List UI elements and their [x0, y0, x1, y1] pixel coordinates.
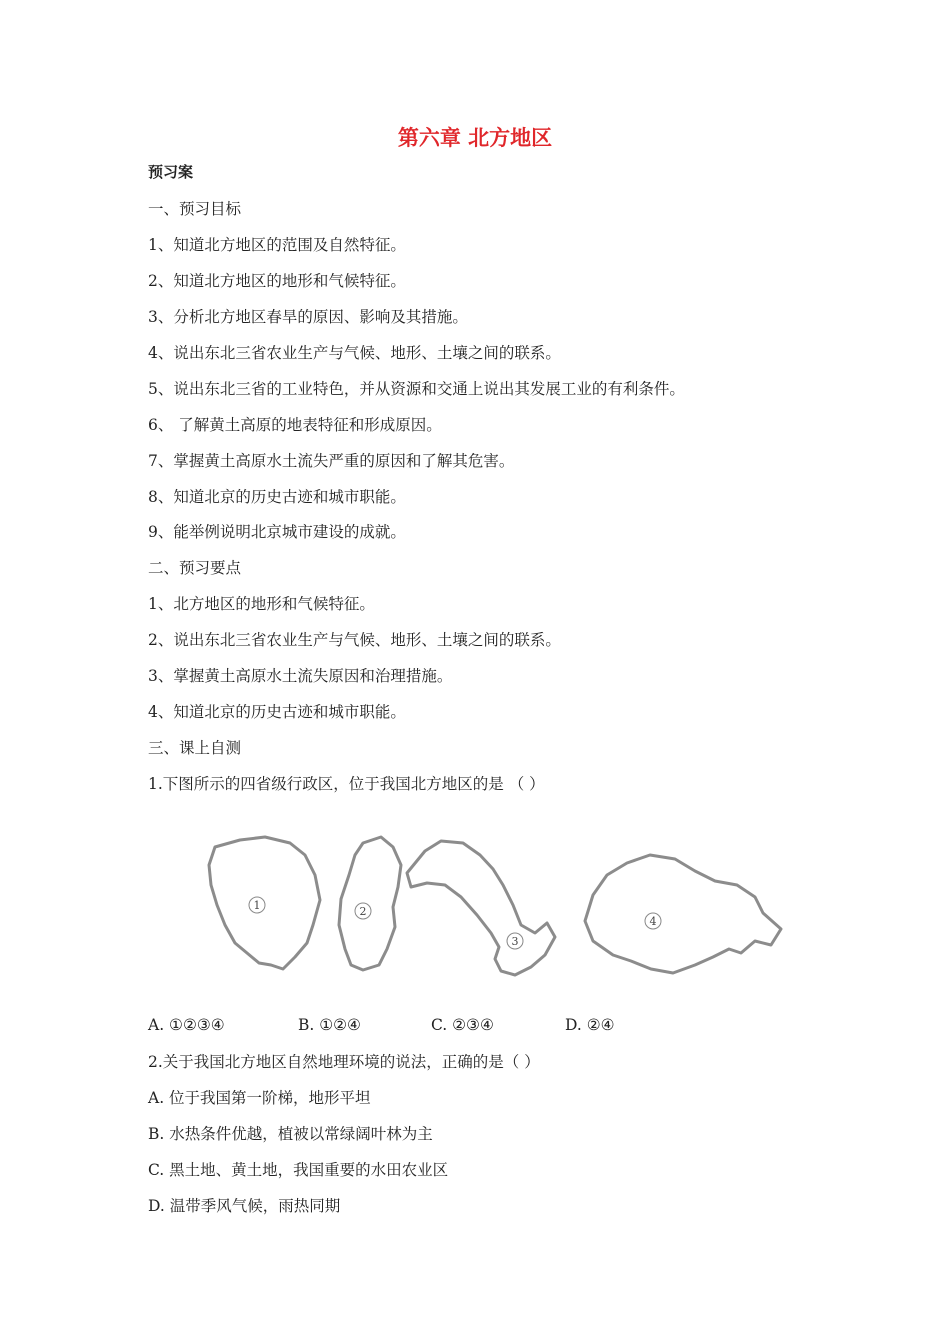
goals-heading: 一、预习目标: [148, 200, 242, 218]
map-label-1: 1: [253, 899, 261, 912]
map-label-3: 3: [511, 935, 519, 948]
question-1-option-b[interactable]: B. ①②④: [298, 1016, 361, 1034]
page-title: 第六章 北方地区: [397, 126, 553, 150]
question-2-option-a[interactable]: A. 位于我国第一阶梯，地形平坦: [148, 1089, 371, 1107]
goal-item: 3、分析北方地区春旱的原因、影响及其措施。: [148, 308, 468, 326]
province-outline-3: [407, 841, 555, 975]
goal-item: 9、能举例说明北京城市建设的成就。: [148, 523, 406, 541]
section-label: 预习案: [148, 163, 194, 181]
goal-item: 2、知道北方地区的地形和气候特征。: [148, 272, 406, 290]
map-label-2: 2: [359, 905, 367, 918]
province-outline-svg: [195, 825, 795, 1000]
test-heading: 三、课上自测: [148, 739, 242, 757]
question-2-option-c[interactable]: C. 黑土地、黄土地，我国重要的水田农业区: [148, 1161, 449, 1179]
question-1-option-d[interactable]: D. ②④: [565, 1016, 615, 1034]
question-1-options: [148, 1016, 848, 1036]
question-2-stem: 2.关于我国北方地区自然地理环境的说法，正确的是（ ）: [148, 1053, 540, 1071]
goal-item: 6、 了解黄土高原的地表特征和形成原因。: [148, 416, 442, 434]
question-1-stem: 1.下图所示的四省级行政区，位于我国北方地区的是 （ ）: [148, 775, 545, 793]
point-item: 2、说出东北三省农业生产与气候、地形、土壤之间的联系。: [148, 631, 561, 649]
goal-item: 5、说出东北三省的工业特色，并从资源和交通上说出其发展工业的有利条件。: [148, 380, 685, 398]
question-1-option-a[interactable]: A. ①②③④: [148, 1016, 225, 1034]
province-outline-2: [339, 837, 401, 970]
question-2-option-b[interactable]: B. 水热条件优越，植被以常绿阔叶林为主: [148, 1125, 433, 1143]
point-item: 4、知道北京的历史古迹和城市职能。: [148, 703, 406, 721]
point-item: 3、掌握黄土高原水土流失原因和治理措施。: [148, 667, 453, 685]
goal-item: 1、知道北方地区的范围及自然特征。: [148, 236, 406, 254]
map-label-4: 4: [649, 915, 657, 928]
province-outline-4: [585, 855, 781, 973]
question-2-option-d[interactable]: D. 温带季风气候，雨热同期: [148, 1197, 341, 1215]
goal-item: 7、掌握黄土高原水土流失严重的原因和了解其危害。: [148, 452, 515, 470]
points-heading: 二、预习要点: [148, 559, 242, 577]
province-outline-map: [195, 825, 795, 1000]
point-item: 1、北方地区的地形和气候特征。: [148, 595, 375, 613]
goal-item: 4、说出东北三省农业生产与气候、地形、土壤之间的联系。: [148, 344, 561, 362]
question-1-option-c[interactable]: C. ②③④: [431, 1016, 494, 1034]
goal-item: 8、知道北京的历史古迹和城市职能。: [148, 488, 406, 506]
